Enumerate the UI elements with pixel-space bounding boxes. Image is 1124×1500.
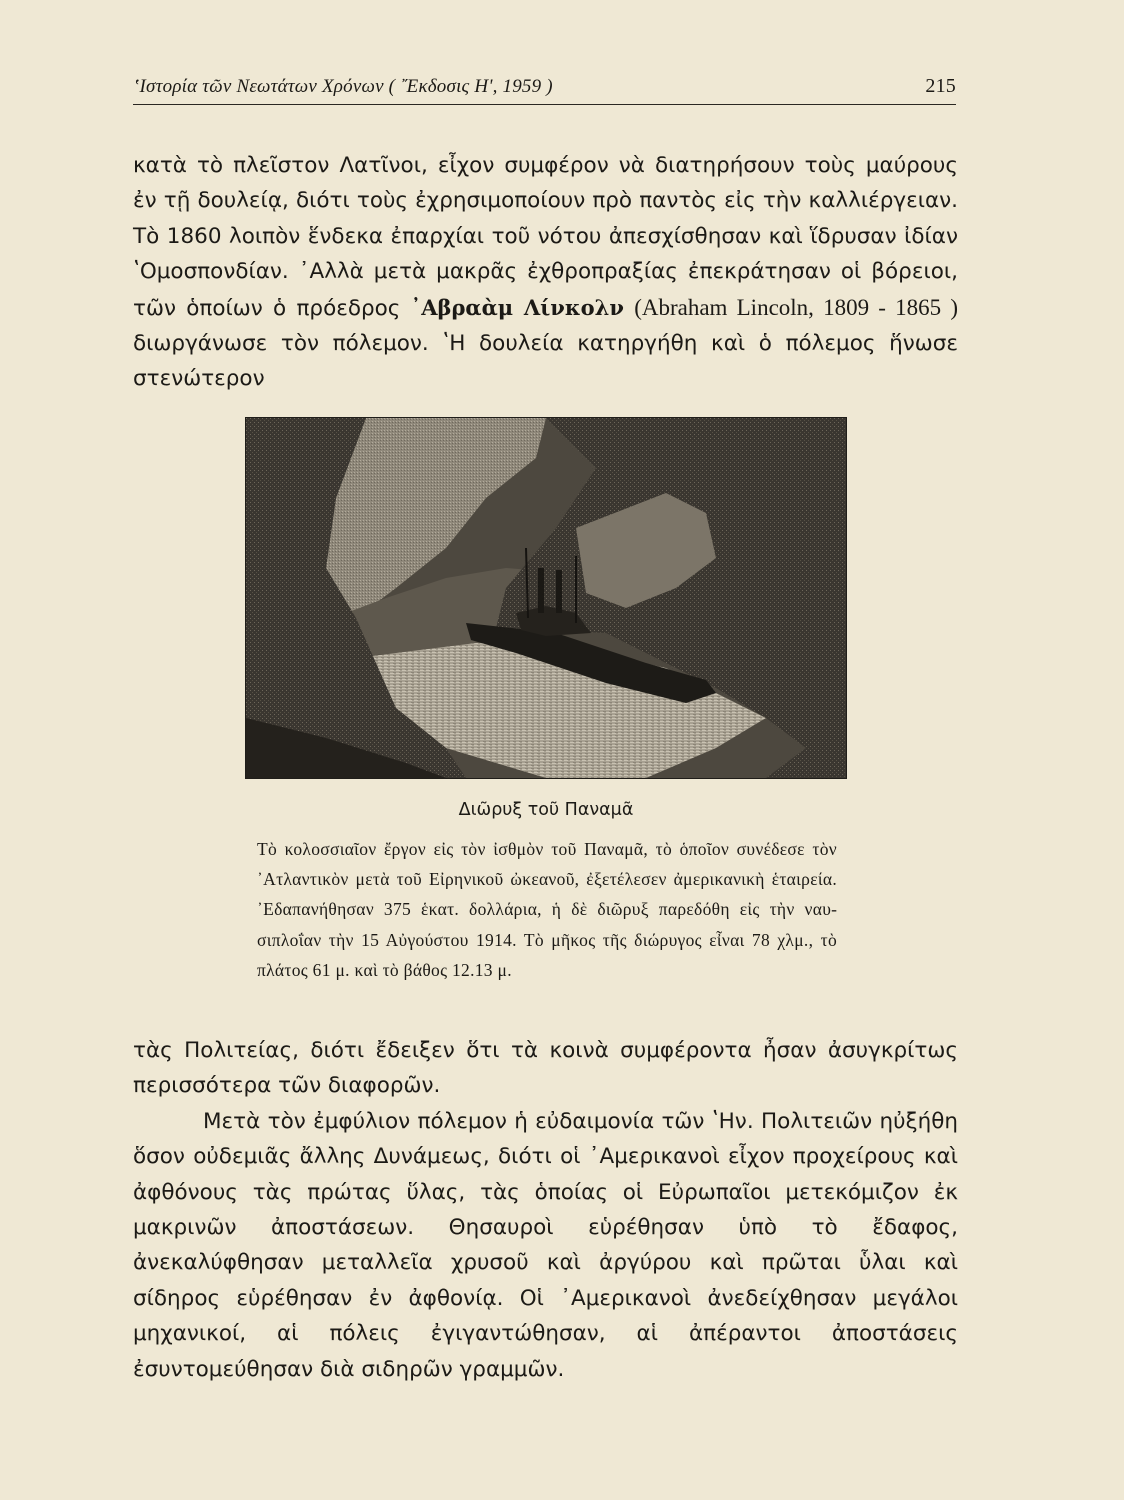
running-header <box>133 74 956 105</box>
paragraph-1-text-after: διωργάνωσε τὸν πόλεμον. ʽΗ δουλεία κατηργήθη καὶ ὁ πόλεμος ἥνωσε στενώτερον <box>133 331 958 392</box>
body-paragraph-1 <box>133 148 958 397</box>
figure-title: Διῶρυξ τοῦ Παναμᾶ <box>458 800 634 820</box>
ship-funnel-2 <box>556 570 562 613</box>
running-header-title: ʽΙστορία τῶν Νεωτάτων Χρόνων ( ῎Εκδοσις Η', 1959 ) <box>133 76 553 97</box>
paragraph-2-text: τὰς Πολιτείας, διότι ἔδειξεν ὅτι τὰ κοινὰ συμφέροντα ἦσαν ἀσυγκρίτως περισσότερα τῶν διαφορῶν. <box>133 1038 958 1099</box>
page-number: 215 <box>925 75 956 97</box>
figure-caption: Τὸ κολοσσιαῖον ἔργον εἰς τὸν ἰσθμὸν τοῦ Παναμᾶ, τὸ ὁποῖον συνέδεσε τὸν ᾿Ατλαντικὸν μετὰ τοῦ Εἰρηνικοῦ ὠκεανοῦ, ἐξετέλεσεν ἀμερικανικὴ ἑταιρεία. ᾿Εδαπανήθησαν 375 ἑκατ. δολλάρια, ἡ δὲ διῶρυξ παρεδόθη εἰς τὴν ναυσιπλοΐαν τὴν 15 Αὐγούστου 1914. Τὸ μῆκος τῆς διώρυγος εἶναι 78 χλμ., τὸ πλάτος 61 μ. καὶ τὸ βάθος 12.13 μ. <box>257 839 837 980</box>
paragraph-1-text-before: κατὰ τὸ πλεῖστον Λατῖνοι, εἶχον συμφέρον νὰ διατηρήσουν τοὺς μαύρους ἐν τῇ δουλείᾳ, διότι τοὺς ἐχρησιμοποίουν πρὸ παντὸς εἰς τὴν καλλιέργειαν. Τὸ 1860 λοιπὸν ἕνδεκα ἐπαρχίαι τοῦ νότου ἀπεσχίσθησαν καὶ ἵδρυσαν ἰδίαν ʽΟμοσπονδίαν. ᾿Αλλὰ μετὰ μακρᾶς ἐχθροπραξίας ἐπεκράτησαν οἱ βόρειοι, τῶν ὁποίων ὁ πρόεδρος <box>133 153 958 321</box>
paragraph-3-text: Μετὰ τὸν ἐμφύλιον πόλεμον ἡ εὐδαιμονία τῶν ʽΗν. Πολιτειῶν ηὐξήθη ὅσον οὐδεμιᾶς ἄλλης Δυνάμεως, διότι οἱ ᾿Αμερικανοὶ εἶχον προχείρους καὶ ἀφθόνους τὰς πρώτας ὕλας, τὰς ὁποίας οἱ Εὐρωπαῖοι μετεκόμιζον ἐκ μακρινῶν ἀποστάσεων. Θησαυροὶ εὑρέθησαν ὑπὸ τὸ ἔδαφος, ἀνεκαλύφθησαν μεταλλεῖα χρυσοῦ καὶ ἀργύρου καὶ πρῶται ὗλαι καὶ σίδηρος εὑρέθησαν ἐν ἀφθονίᾳ. Οἱ ᾿Αμερικανοὶ ἀνεδείχθησαν μεγάλοι μηχανικοί, αἱ πόλεις ἐγιγαντώθησαν, αἱ ἀπέραντοι ἀποστάσεις ἐσυντομεύθησαν διὰ σιδηρῶν γραμμῶν. <box>133 1108 958 1382</box>
body-paragraph-2 <box>133 1033 958 1387</box>
ship-funnel-1 <box>538 568 544 613</box>
bold-name-lincoln-greek: ᾿Αβραὰμ Λίνκολν <box>410 294 624 320</box>
latin-name-lincoln: (Abraham Lincoln, 1809 - 1865 ) <box>634 294 958 320</box>
panama-canal-photo <box>246 418 846 778</box>
photo-illustration <box>246 418 846 778</box>
